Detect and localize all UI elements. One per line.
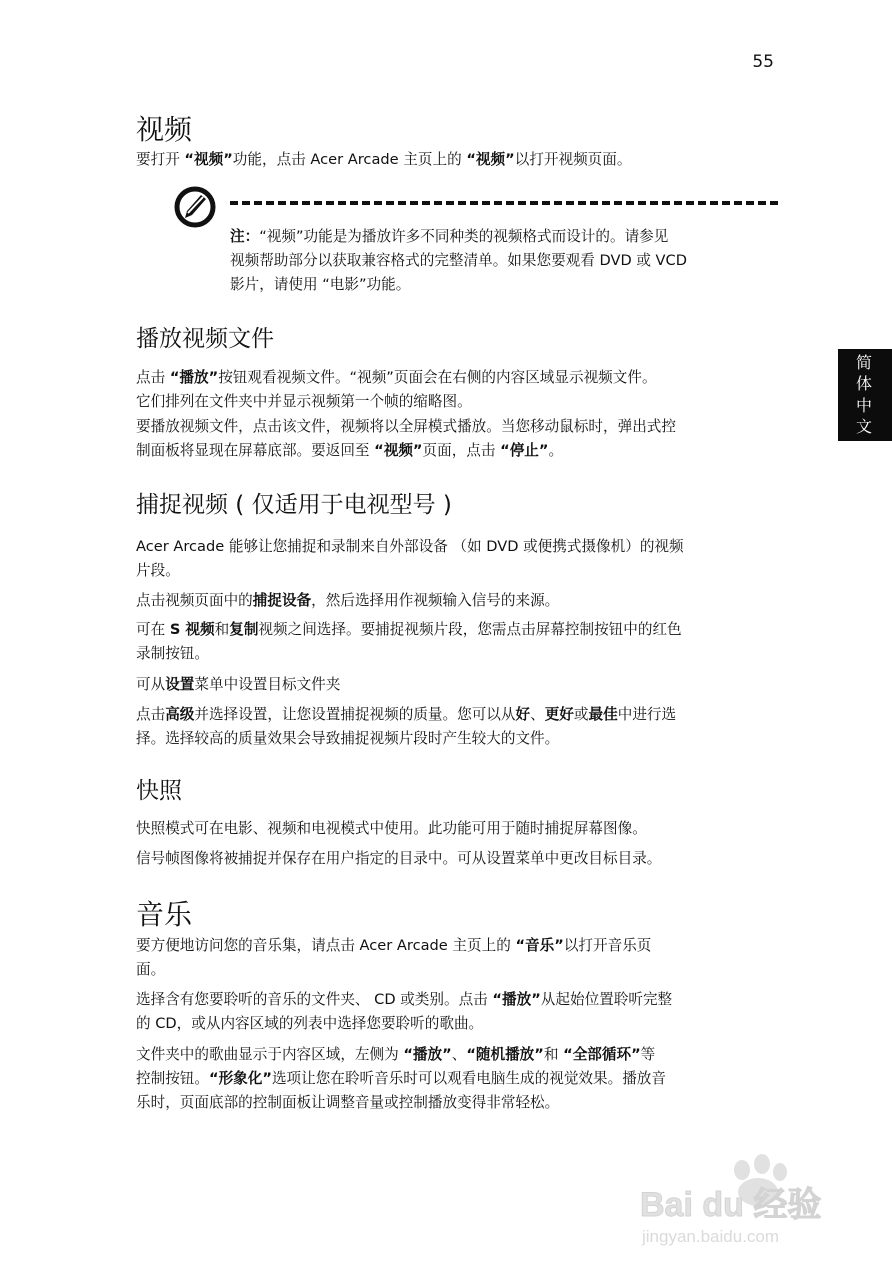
side-language-tab: [838, 349, 892, 441]
capture-paragraph-4: 可从设置菜单中设置目标文件夹: [136, 676, 341, 693]
music-paragraph-2: 选择含有您要聆听的音乐的文件夹、 CD 或类别。点击 “播放”从起始位置聆听完整 的 CD，或从内容区域的列表中选择您要聆听的歌曲。: [136, 991, 673, 1032]
watermark-url: jingyan.baidu.com: [642, 1227, 780, 1246]
capture-paragraph-1: Acer Arcade 能够让您捕捉和录制来自外部设备 （如 DVD 或便携式摄像机）的视频 片段。: [136, 538, 684, 579]
side-tab-char: 简: [856, 353, 873, 372]
section-title-play-video: 播放视频文件: [136, 326, 274, 352]
play-video-paragraph-1: 点击 “播放”按钮观看视频文件。“视频”页面会在右侧的内容区域显示视频文件。 它们排列在文件夹中并显示视频第一个帧的缩略图。: [136, 369, 657, 410]
side-tab-char: 体: [856, 374, 873, 393]
section-title-capture-video: 捕捉视频 ( 仅适用于电视型号 ): [136, 492, 452, 518]
side-tab-char: 文: [856, 417, 873, 436]
capture-paragraph-2: 点击视频页面中的捕捉设备，然后选择用作视频输入信号的来源。: [136, 592, 560, 609]
snapshot-paragraph-1: 快照模式可在电影、视频和电视模式中使用。此功能可用于随时捕捉屏幕图像。: [136, 820, 647, 837]
watermark-logo: Bai du 经验: [640, 1186, 822, 1224]
play-video-paragraph-2: 要播放视频文件，点击该文件，视频将以全屏模式播放。当您移动鼠标时，弹出式控 制面板将显现在屏幕底部。要返回至 “视频”页面，点击 “停止”。: [136, 418, 676, 459]
section-title-snapshot: 快照: [136, 778, 182, 804]
page-number: 55: [752, 52, 774, 72]
capture-paragraph-3: 可在 S 视频和复制视频之间选择。要捕捉视频片段，您需点击屏幕控制按钮中的红色 录制按钮。: [136, 621, 682, 662]
video-intro: 要打开 “视频”功能，点击 Acer Arcade 主页上的 “视频”以打开视频页面。: [136, 151, 632, 168]
side-tab-char: 中: [856, 396, 873, 415]
snapshot-paragraph-2: 信号帧图像将被捕捉并保存在用户指定的目录中。可从设置菜单中更改目标目录。: [136, 850, 662, 867]
baidu-jingyan-watermark: [640, 1150, 880, 1250]
capture-paragraph-5: 点击高级并选择设置，让您设置捕捉视频的质量。您可以从好、更好或最佳中进行选 择。选择较高的质量效果会导致捕捉视频片段时产生较大的文件。: [136, 706, 677, 747]
video-note: 注：“视频”功能是为播放许多不同种类的视频格式而设计的。请参见 视频帮助部分以获取兼容格式的完整清单。如果您要观看 DVD 或 VCD 影片，请使用 “电影”功能。: [230, 228, 687, 293]
music-paragraph-1: 要方便地访问您的音乐集，请点击 Acer Arcade 主页上的 “音乐”以打开音乐页 面。: [136, 937, 652, 978]
section-title-music: 音乐: [136, 898, 193, 931]
note-pen-icon: [173, 185, 217, 229]
music-paragraph-3: 文件夹中的歌曲显示于内容区域，左侧为 “播放”、“随机播放”和 “全部循环”等 控制按钮。“形象化”选项让您在聆听音乐时可以观看电脑生成的视觉效果。播放音 乐时，页面底部的控制面板让调整音量或控制播放变得非常轻松。: [136, 1046, 666, 1111]
section-title-video: 视频: [136, 113, 193, 146]
note-divider: [230, 201, 778, 205]
